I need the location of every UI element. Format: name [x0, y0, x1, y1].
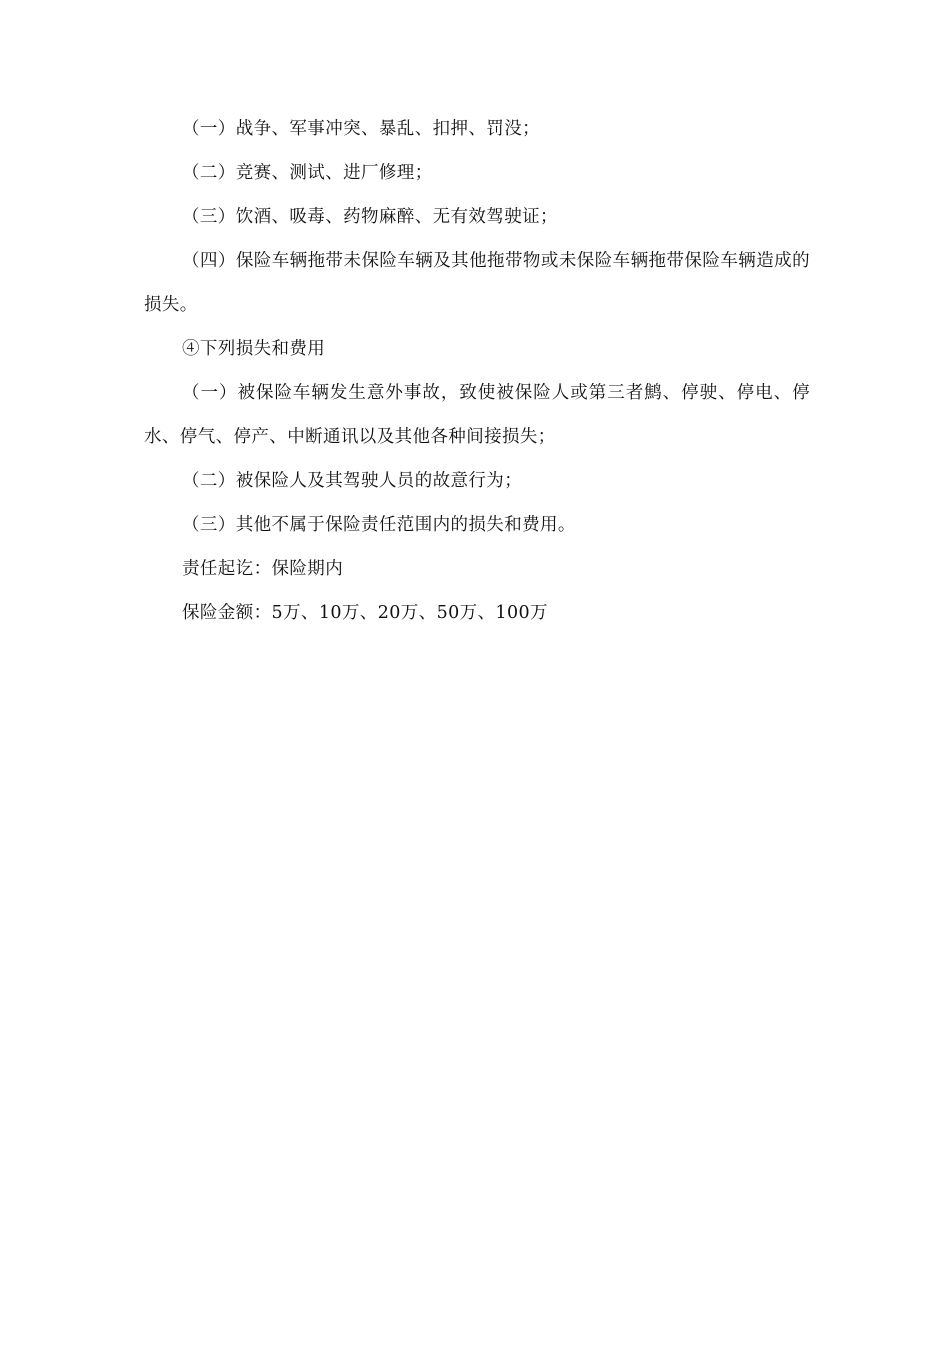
exclusion-indirect-loss: （一）被保险车辆发生意外事故，致使被保险人或第三者鹪、停驶、停电、停水、停气、停产、中断通讯以及其他各种间接损失；	[144, 383, 810, 447]
insured-amount: 保险金额：5万、10万、20万、50万、100万	[182, 603, 548, 623]
document-body	[144, 107, 810, 635]
exclusion-intentional: （二）被保险人及其驾驶人员的故意行为；	[182, 471, 523, 491]
exclusion-war: （一）战争、军事冲突、暴乱、扣押、罚没；	[182, 119, 540, 139]
exclusion-drunk-driving: （三）饮酒、吸毒、药物麻醉、无有效驾驶证；	[182, 207, 558, 227]
coverage-period: 责任起讫：保险期内	[182, 559, 344, 579]
exclusion-other: （三）其他不属于保险责任范围内的损失和费用。	[182, 515, 576, 535]
section-heading-losses: ④下列损失和费用	[182, 339, 326, 359]
exclusion-towing: （四）保险车辆拖带未保险车辆及其他拖带物或未保险车辆拖带保险车辆造成的损失。	[144, 251, 810, 315]
exclusion-racing: （二）竞赛、测试、进厂修理；	[182, 163, 433, 183]
